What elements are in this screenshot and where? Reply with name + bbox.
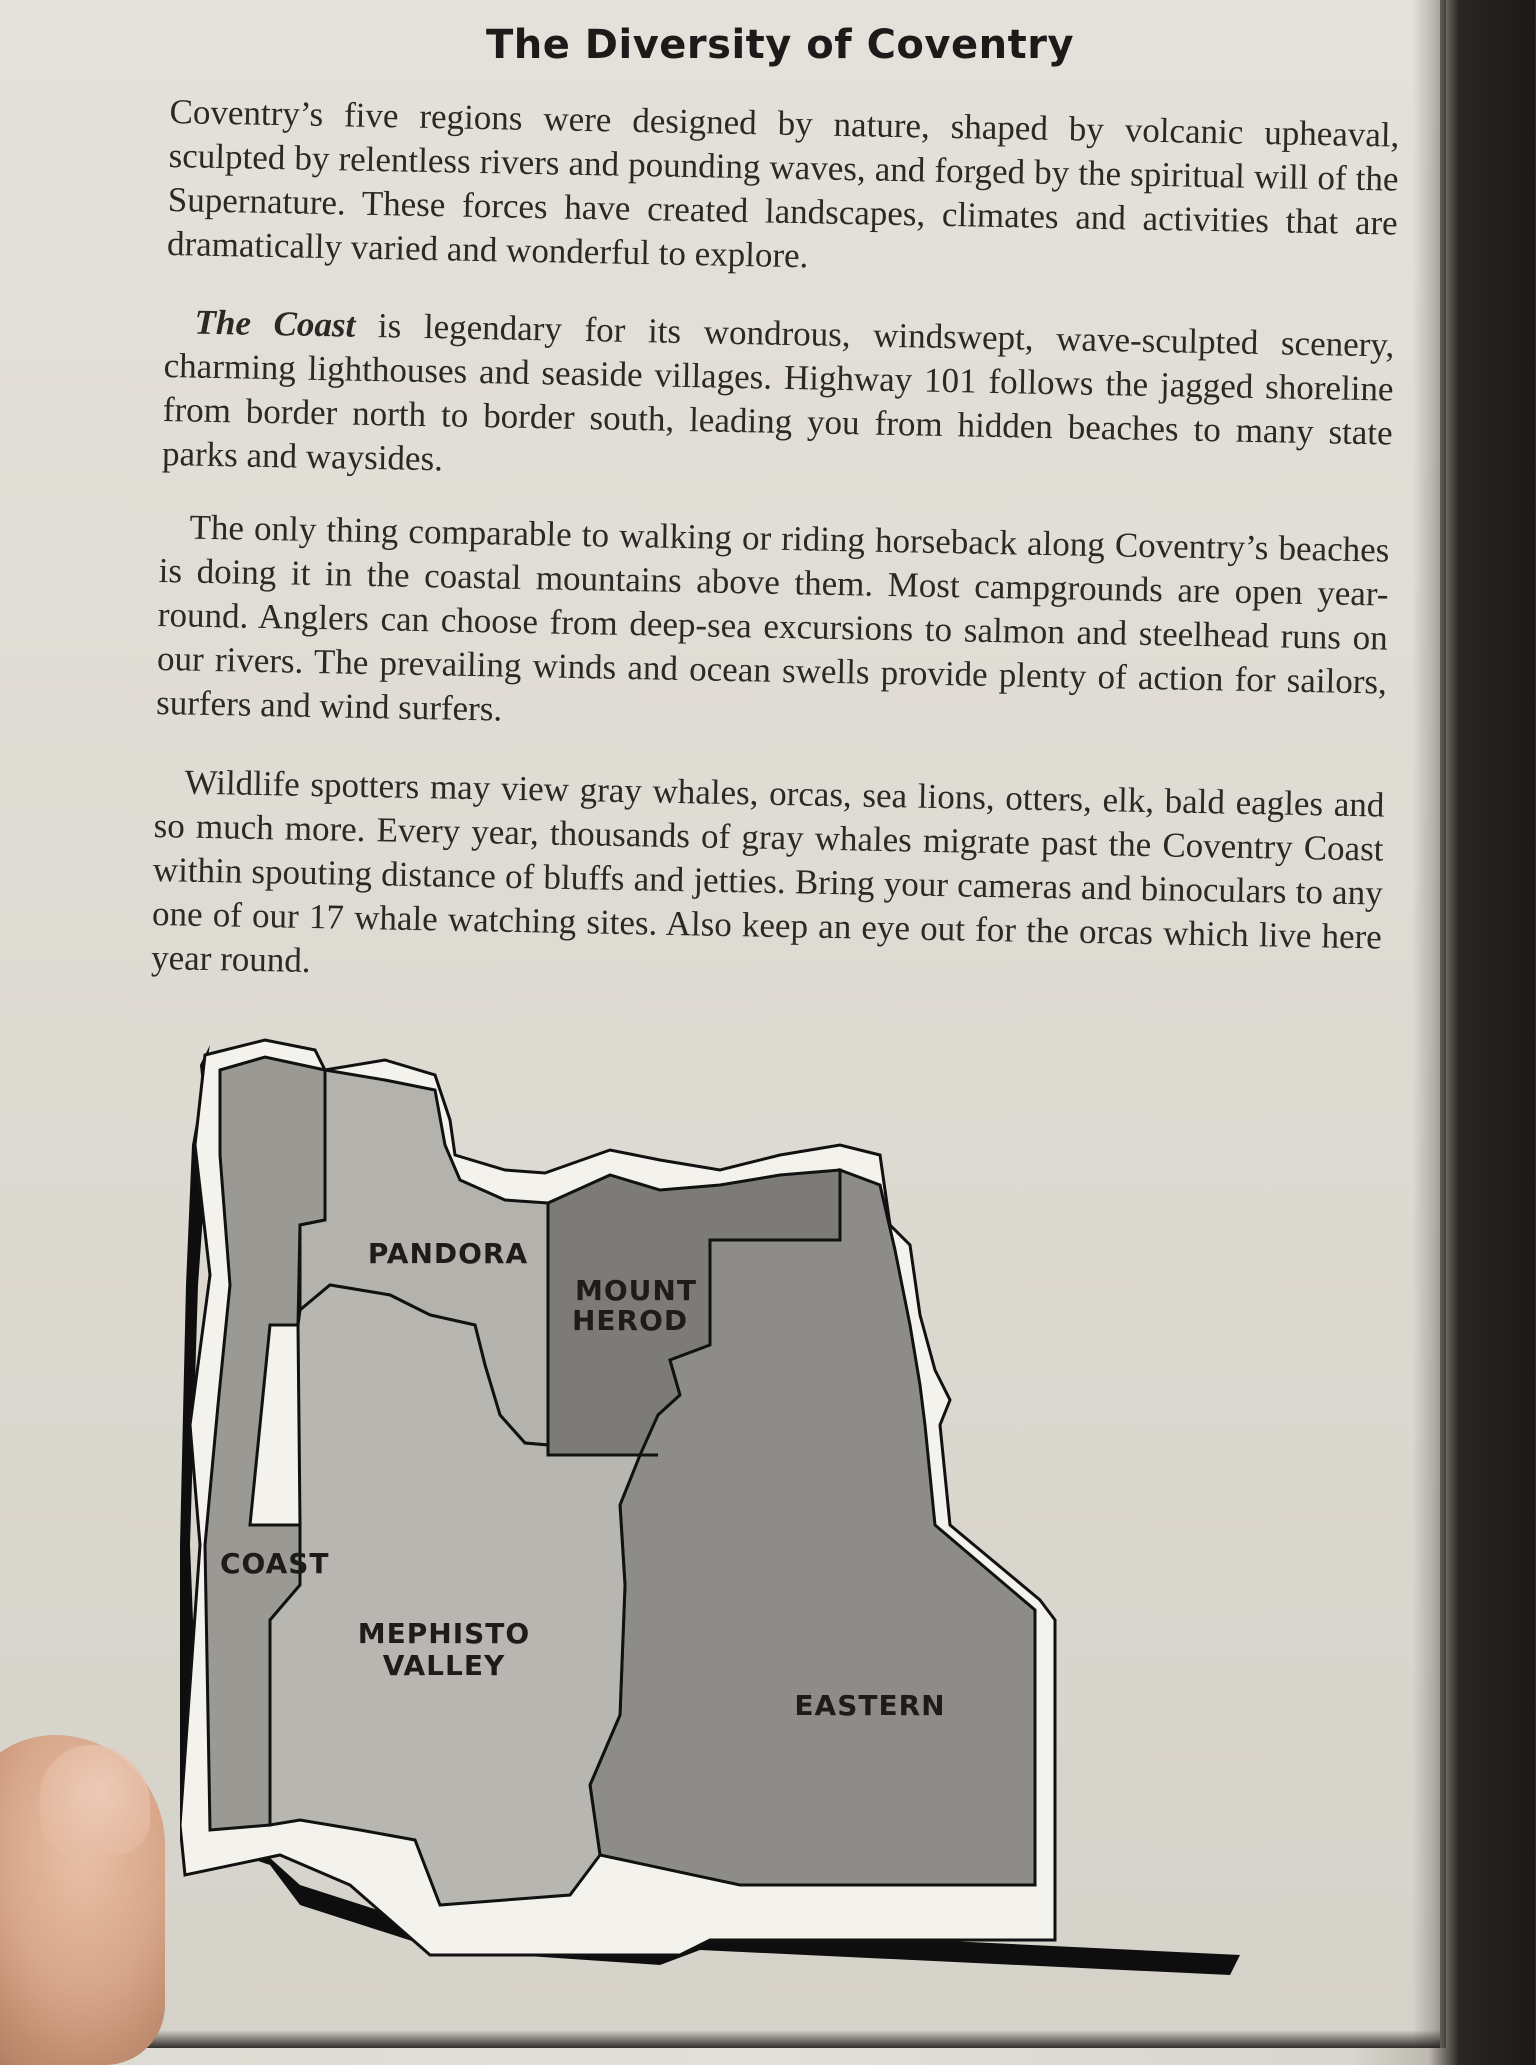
pandora-label: PANDORA [367,1237,529,1270]
mephisto-label-line1: MEPHISTO [357,1617,531,1650]
paragraph-activities-text: The only thing comparable to walking or riding horseback along Coventry’s beaches is doing it in the coastal mountains above them. Most campgrounds are open year-round. Anglers can choose from deep-sea excursions to salmon and steelhead runs on our rivers. The prevailing winds and ocean swells provide plenty of action for sailors, surfers and wind surfers. [155,507,1390,729]
paragraph-intro-text: Coventry’s five regions were designed by nature, shaped by volcanic upheaval, sculpted by relentless rivers and pounding waves, and forged by the spiritual will of the Supernature. These forces have created landscapes, climates and activities that are dramatically varied and wonderful to explore. [166,91,1400,276]
eastern-label: EASTERN [794,1689,946,1722]
paragraph-intro [167,90,1400,290]
indent [154,793,184,794]
mount-herod-label-line1: MOUNT [575,1274,697,1307]
page-title: The Diversity of Coventry [485,22,1075,68]
paragraph-coast-text: is legendary for its wondrous, windswept, wave-sculpted scenery, charming lighthouses and seaside villages. Highway 101 follows the jagged shoreline from border north to border south, leading you from hidden beaches to many state parks and waysides. [161,305,1395,479]
paragraph-activities [156,505,1390,749]
regions-map [180,1025,1330,1975]
coast-lead-text: The Coast [194,302,356,345]
mephisto-label-line2: VALLEY [382,1649,506,1682]
paragraph-wildlife-text: Wildlife spotters may view gray whales, orcas, sea lions, otters, elk, bald eagles and so much more. Every year, thousands of gray whales migrate past the Coventry Coast within spouting distance of bluffs and jetties. Bring your cameras and binoculars to any one of our 17 whale watching sites. Also keep an eye out for the orcas which live here year round. [150,762,1385,981]
mount-herod-label-line2: HEROD [572,1304,689,1337]
paragraph-wildlife [151,760,1385,1004]
paragraph-coast [162,300,1395,500]
indent [159,538,189,539]
page-edge-shadow [1412,0,1446,2048]
regions-map-svg [180,1025,1330,1975]
coast-label: COAST [220,1547,330,1580]
page-bottom-shadow [0,2030,1440,2048]
indent [164,333,194,334]
